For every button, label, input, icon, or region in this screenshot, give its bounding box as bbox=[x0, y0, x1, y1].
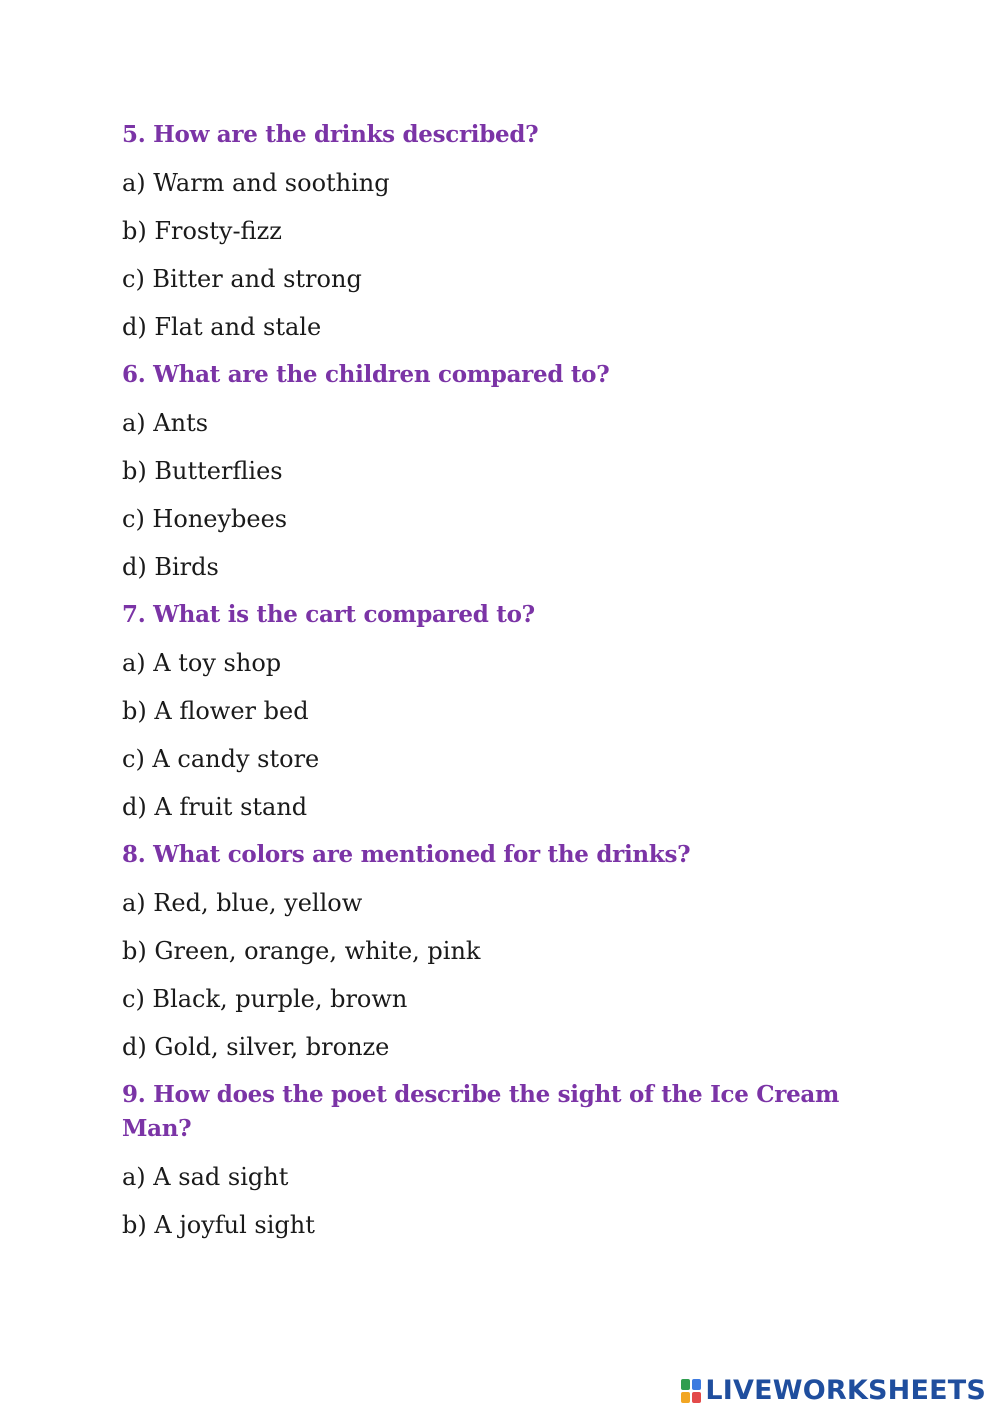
option-6d: d) Birds bbox=[122, 553, 219, 581]
logo-square-orange bbox=[681, 1392, 690, 1403]
question-block-5 bbox=[122, 118, 842, 344]
option-7c: c) A candy store bbox=[122, 745, 320, 773]
logo-square-red bbox=[692, 1392, 701, 1403]
question-block-8 bbox=[122, 838, 842, 1064]
question-7: 7. What is the cart compared to? bbox=[122, 601, 535, 628]
option-5d: d) Flat and stale bbox=[122, 313, 322, 341]
option-7b: b) A flower bed bbox=[122, 697, 309, 725]
option-6b: b) Butterflies bbox=[122, 457, 283, 485]
question-block-6 bbox=[122, 358, 842, 584]
option-7d: d) A fruit stand bbox=[122, 793, 308, 821]
liveworksheets-logo bbox=[681, 1375, 986, 1406]
question-9: 9. How does the poet describe the sight of the Ice Cream Man? bbox=[122, 1081, 840, 1142]
option-5c: c) Bitter and strong bbox=[122, 265, 362, 293]
option-8a: a) Red, blue, yellow bbox=[122, 889, 363, 917]
option-8c: c) Black, purple, brown bbox=[122, 985, 408, 1013]
option-9a: a) A sad sight bbox=[122, 1163, 289, 1191]
worksheet bbox=[122, 118, 842, 1256]
option-7a: a) A toy shop bbox=[122, 649, 282, 677]
option-6a: a) Ants bbox=[122, 409, 209, 437]
question-block-7 bbox=[122, 598, 842, 824]
option-5a: a) Warm and soothing bbox=[122, 169, 390, 197]
question-8: 8. What colors are mentioned for the drinks? bbox=[122, 841, 691, 868]
liveworksheets-logo-icon bbox=[681, 1379, 701, 1403]
question-5: 5. How are the drinks described? bbox=[122, 121, 539, 148]
option-8d: d) Gold, silver, bronze bbox=[122, 1033, 390, 1061]
option-9b: b) A joyful sight bbox=[122, 1211, 315, 1239]
question-6: 6. What are the children compared to? bbox=[122, 361, 610, 388]
logo-square-green bbox=[681, 1379, 690, 1390]
question-block-9 bbox=[122, 1078, 842, 1242]
option-5b: b) Frosty-fizz bbox=[122, 217, 282, 245]
option-8b: b) Green, orange, white, pink bbox=[122, 937, 481, 965]
logo-text: LIVEWORKSHEETS bbox=[705, 1375, 986, 1406]
option-6c: c) Honeybees bbox=[122, 505, 288, 533]
logo-square-blue bbox=[692, 1379, 701, 1390]
